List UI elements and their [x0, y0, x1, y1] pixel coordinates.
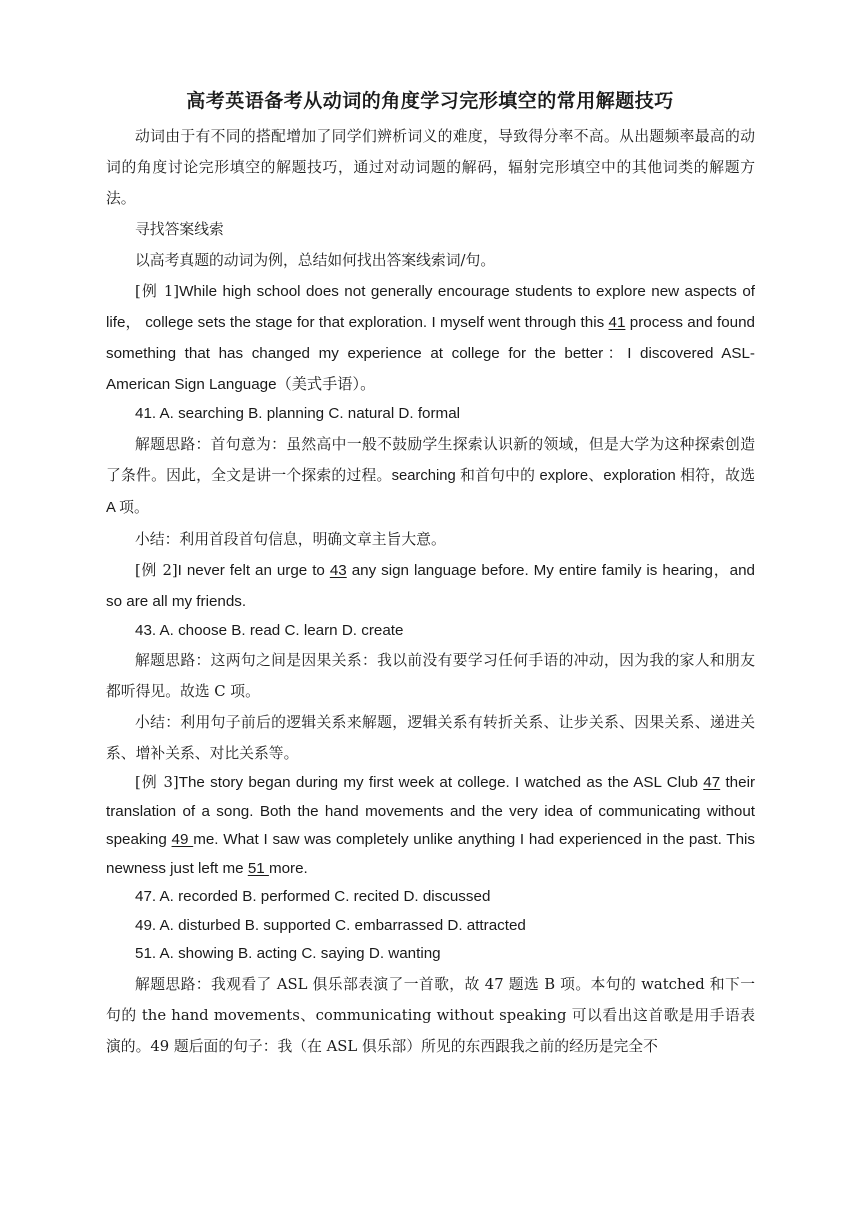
example-3-options-49: 49. A. disturbed B. supported C. embarrassed D. attracted	[135, 916, 526, 934]
example-3-blank-47: 47	[703, 774, 721, 791]
section-heading: 寻找答案线索	[135, 221, 224, 238]
example-2-text-a: I never felt an urge to	[177, 561, 330, 579]
example-3-options-47: 47. A. recorded B. performed C. recited D. discussed	[135, 888, 491, 905]
example-1-summary: 小结：利用首段首句信息，明确文章主旨大意。	[135, 530, 446, 548]
example-1-analysis-a: 解题思路：首句意为：虽然高中一般不鼓励学生探索认识新的领域，但是大学为这种探索创造了条件。因此，全文是讲一个探索的过程。	[106, 435, 755, 484]
example-1-text-b: process and found something that has changed my experience at college for the better：I discovered ASL-American Sign Language（美式手语）。	[106, 314, 755, 393]
example-3-text-d: more.	[268, 859, 308, 877]
example-1-options: 41. A. searching B. planning C. natural D. formal	[135, 405, 461, 422]
example-3-text-c: me. What I saw was completely unlike anything I had experienced in the past. This newness just left me	[106, 831, 755, 877]
example-1-text-a: While high school does not generally encourage students to explore new aspects of life， college sets the stage for that exploration. I myself went through this	[106, 283, 755, 331]
example-3-passage	[106, 769, 755, 883]
example-3-text-b: their translation of a song. Both the hand movements and the very idea of communicating without speaking	[106, 774, 756, 848]
example-3-options-51: 51. A. showing B. acting C. saying D. wanting	[135, 945, 441, 962]
example-1-analysis	[106, 429, 755, 524]
example-2-options: 43. A. choose B. read C. learn D. create	[135, 621, 404, 639]
example-2-passage	[106, 555, 755, 617]
example-2-summary: 小结：利用句子前后的逻辑关系来解题，逻辑关系有转折关系、让步关系、因果关系、递进关系、增补关系、对比关系等。	[106, 714, 755, 762]
section-intro: 以高考真题的动词为例，总结如何找出答案线索词/句。	[135, 252, 496, 269]
example-1-analysis-b: searching 和首句中的 explore、exploration 相符，故选 A 项。	[106, 467, 755, 516]
example-3-blank-51: 51	[247, 859, 269, 877]
example-3-text-a: The story began during my first week at college. I watched as the ASL Club	[178, 774, 704, 791]
example-2-label: [例 2]	[135, 561, 178, 579]
document-body	[106, 121, 755, 1062]
example-1-passage	[106, 276, 755, 400]
intro-paragraph: 动词由于有不同的搭配增加了同学们辨析词义的难度，导致得分率不高。从出题频率最高的动词的角度讨论完形填空的解题技巧，通过对动词题的解码，辐射完形填空中的其他词类的解题方法。	[106, 128, 755, 207]
example-2-text-b: any sign language before. My entire family is hearing，and so are all my friends.	[106, 561, 755, 610]
example-3-analysis: 解题思路：我观看了 ASL 俱乐部表演了一首歌，故 47 题选 B 项。本句的 watched 和下一句的 the hand movements、communicating without speaking 可以看出这首歌是用手语表演的。49 题后面的句子：我（在 ASL 俱乐部）所见的东西跟我之前的经历是完全不	[106, 975, 755, 1055]
example-1-blank: 41	[608, 314, 626, 331]
example-1-label: [例 1]	[135, 283, 180, 300]
example-2-analysis: 解题思路：这两句之间是因果关系：我以前没有要学习任何手语的冲动，因为我的家人和朋友都听得见。故选 C 项。	[106, 652, 755, 700]
document-title: 高考英语备考从动词的角度学习完形填空的常用解题技巧	[186, 90, 674, 112]
example-3-blank-49: 49	[171, 831, 194, 848]
example-2-blank: 43	[329, 561, 347, 579]
example-3-label: [例 3]	[135, 774, 179, 791]
